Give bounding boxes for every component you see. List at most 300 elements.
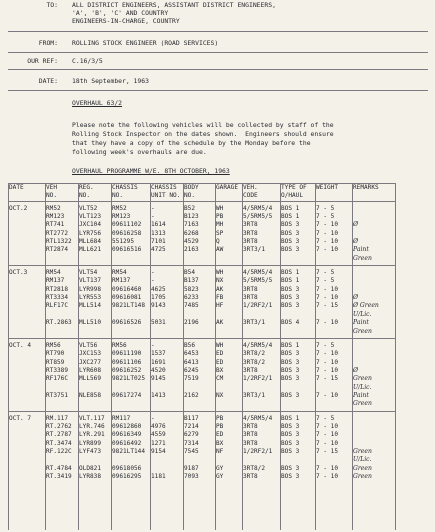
table-row xyxy=(8,255,395,263)
table-cell: Ø xyxy=(353,238,358,246)
table-cell xyxy=(352,440,395,448)
table-cell: RM137 xyxy=(112,277,131,285)
table-cell: 2162 xyxy=(184,391,199,399)
column-rule xyxy=(111,183,112,530)
table-cell: MLL621 xyxy=(79,246,102,254)
table-row xyxy=(8,400,395,408)
table-cell: - xyxy=(151,213,155,221)
table-row xyxy=(8,286,395,294)
table-cell: BOS 3 xyxy=(281,366,300,374)
table-cell: FB xyxy=(216,294,224,302)
table-cell xyxy=(280,456,315,464)
table-cell: 5/5RM5/5 xyxy=(243,213,273,221)
table-cell: VLT52 xyxy=(79,204,98,212)
table-cell: ED xyxy=(216,350,224,358)
date-cell xyxy=(8,328,45,336)
table-cell: 7 - 15 xyxy=(316,302,339,310)
table-cell xyxy=(78,456,111,464)
table-cell: BOS 3 xyxy=(281,285,300,293)
table-cell: 7 - 5 xyxy=(316,213,335,221)
table-cell: VLT123 xyxy=(79,213,102,221)
table-cell: VLT54 xyxy=(79,269,98,277)
table-cell: 09616252 xyxy=(112,366,142,374)
to-label: TO: xyxy=(46,1,58,9)
table-cell xyxy=(315,400,352,408)
table-cell: Paint xyxy=(353,391,369,399)
table-cell: WH xyxy=(216,341,224,349)
table-row xyxy=(8,213,395,221)
table-cell: LYR756 xyxy=(79,229,102,237)
date-cell xyxy=(8,319,45,327)
table-cell: 09616516 xyxy=(112,246,142,254)
table-cell: 09616295 xyxy=(112,473,142,480)
column-rule xyxy=(242,183,243,530)
table-cell: RT.2787 xyxy=(46,431,72,439)
table-cell: 6413 xyxy=(184,358,199,366)
table-cell: 7 - 15 xyxy=(316,375,339,383)
table-cell: RT790 xyxy=(46,350,65,358)
column-header xyxy=(315,192,352,200)
table-cell: 4520 xyxy=(151,366,166,374)
table-cell: 7 - 10 xyxy=(316,391,339,399)
table-cell xyxy=(111,384,150,392)
table-row xyxy=(8,342,395,350)
header-divider xyxy=(8,69,428,70)
table-cell: B117 xyxy=(184,414,199,422)
table-cell: 7 - 10 xyxy=(316,439,339,447)
table-cell: BOS 3 xyxy=(281,221,300,229)
table-cell: PB xyxy=(216,422,224,430)
table-cell: RT.4784 xyxy=(46,464,72,472)
table-cell: RF.122C xyxy=(46,447,72,455)
to-line-2: 'A', 'B', 'C' AND COUNTRY xyxy=(72,9,169,17)
table-cell: 1614 xyxy=(151,221,166,229)
table-cell: 4/5RM5/4 xyxy=(243,204,273,212)
table-cell: U/Lic. xyxy=(353,456,372,464)
table-cell: 09616349 xyxy=(112,431,142,439)
table-cell xyxy=(215,311,242,319)
table-cell xyxy=(215,384,242,392)
table-cell xyxy=(45,384,78,392)
table-cell: U/Lic. xyxy=(353,383,372,391)
table-cell: 1/2RF2/1 xyxy=(243,447,273,455)
table-cell: RF176C xyxy=(46,375,69,383)
date-cell xyxy=(8,448,45,456)
ref-value: C.16/3/5 xyxy=(72,57,103,65)
table-cell xyxy=(242,400,280,408)
table-cell: 3RT8 xyxy=(243,238,258,246)
header-divider xyxy=(8,31,428,32)
date-cell xyxy=(8,384,45,392)
table-cell: 7314 xyxy=(184,439,199,447)
table-row xyxy=(8,456,395,464)
subject: OVERHAUL 63/2 xyxy=(72,99,123,107)
programme-title: OVERHAUL PROGRAMME W/E. 8TH OCTOBER, 1963 xyxy=(72,167,230,175)
column-header: REG. xyxy=(79,184,94,191)
table-cell: Paint xyxy=(353,319,369,327)
table-header-row xyxy=(8,192,395,200)
row-rule xyxy=(8,265,395,266)
table-cell xyxy=(150,465,183,473)
table-cell: RM123 xyxy=(112,213,131,221)
table-cell: RTL1322 xyxy=(46,238,72,246)
date-cell xyxy=(8,375,45,383)
table-row xyxy=(8,205,395,213)
date-cell xyxy=(8,294,45,302)
table-cell: RM52 xyxy=(46,204,61,212)
table-row xyxy=(8,375,395,383)
table-cell: PB xyxy=(216,414,224,422)
table-cell xyxy=(150,384,183,392)
table-cell: B56 xyxy=(184,341,196,349)
table-cell: MLL510 xyxy=(79,319,102,327)
table-cell: 09616460 xyxy=(112,285,142,293)
table-cell xyxy=(242,311,280,319)
table-cell: 3RT8 xyxy=(243,366,258,374)
table-cell: 3RT8 xyxy=(243,285,258,293)
table-cell: NX xyxy=(216,391,224,399)
table-cell xyxy=(45,400,78,408)
table-cell: BOS 3 xyxy=(281,229,300,237)
date-cell xyxy=(8,400,45,408)
table-row xyxy=(8,311,395,319)
table-cell: RT.2762 xyxy=(46,422,72,430)
table-cell: 1705 xyxy=(151,294,166,302)
table-cell: RT741 xyxy=(46,221,65,229)
table-cell: 6268 xyxy=(184,229,199,237)
table-cell: 4529 xyxy=(184,238,199,246)
table-cell: HF xyxy=(216,302,224,310)
column-header xyxy=(352,192,395,200)
table-cell xyxy=(45,311,78,319)
table-cell: 7101 xyxy=(151,238,166,246)
column-header: NO. xyxy=(184,192,196,200)
table-cell xyxy=(352,277,395,285)
table-header-row xyxy=(8,183,395,192)
table-cell: 09618056 xyxy=(112,464,142,472)
table-cell: 4/5RM5/4 xyxy=(243,341,273,349)
table-cell xyxy=(352,359,395,367)
table-cell: Green xyxy=(353,447,372,455)
table-cell: LYR998 xyxy=(79,285,102,293)
from-value: ROLLING STOCK ENGINEER (ROAD SERVICES) xyxy=(72,39,219,47)
table-cell: 7 - 10 xyxy=(316,350,339,358)
table-cell: LYR899 xyxy=(79,439,102,447)
table-cell: 7 - 5 xyxy=(316,204,335,212)
table-cell: BOS 3 xyxy=(281,473,300,480)
table-cell: RT2818 xyxy=(46,285,69,293)
table-cell xyxy=(150,255,183,263)
table-row xyxy=(8,277,395,285)
table-cell: BX xyxy=(216,366,224,374)
table-cell: LYR553 xyxy=(79,294,102,302)
table-cell xyxy=(183,384,215,392)
table-cell: BOS 3 xyxy=(281,358,300,366)
table-cell xyxy=(78,311,111,319)
column-rule xyxy=(78,183,79,530)
date-cell xyxy=(8,431,45,439)
table-cell: NX xyxy=(216,277,224,285)
table-cell: 7 - 5 xyxy=(316,341,335,349)
table-cell: RT2874 xyxy=(46,246,69,254)
table-cell: JXC277 xyxy=(79,358,102,366)
table-cell: BOS 3 xyxy=(281,439,300,447)
table-cell: VLT137 xyxy=(79,277,102,285)
date-cell xyxy=(8,246,45,254)
table-cell: 9187 xyxy=(184,464,199,472)
column-header: BODY xyxy=(184,184,199,191)
table-cell: 7 - 10 xyxy=(316,285,339,293)
table-cell: 4625 xyxy=(151,285,166,293)
table-cell: SP xyxy=(216,229,224,237)
table-cell: 9821LT144 xyxy=(112,447,146,455)
table-cell xyxy=(215,328,242,336)
date-cell xyxy=(8,230,45,238)
table-cell: MH xyxy=(216,221,224,229)
table-cell xyxy=(315,456,352,464)
table-cell: 7163 xyxy=(184,221,199,229)
date-cell: OCT.3 xyxy=(9,269,28,277)
table-row xyxy=(8,230,395,238)
table-cell: BOS 1 xyxy=(281,204,300,212)
table-cell xyxy=(150,311,183,319)
table-cell xyxy=(78,400,111,408)
table-cell: 7 - 10 xyxy=(316,319,339,327)
table-cell: 4/5RM5/4 xyxy=(243,414,273,422)
table-cell: LYR.291 xyxy=(79,431,105,439)
table-cell xyxy=(280,400,315,408)
column-rule xyxy=(395,183,396,530)
table-row xyxy=(8,448,395,456)
table-cell: Ø Green xyxy=(353,302,379,310)
table-cell: 7 - 10 xyxy=(316,431,339,439)
table-cell: - xyxy=(151,204,155,212)
table-cell: 09611102 xyxy=(112,221,142,229)
table-cell: BOS 1 xyxy=(281,341,300,349)
table-cell: B137 xyxy=(184,277,199,285)
table-cell: JXC104 xyxy=(79,221,102,229)
table-cell: 4976 xyxy=(151,422,166,430)
table-cell xyxy=(215,255,242,263)
table-cell: 09617274 xyxy=(112,391,142,399)
table-cell: 3RT8 xyxy=(243,431,258,439)
table-cell: ED xyxy=(216,358,224,366)
date-cell xyxy=(8,311,45,319)
table-cell: 3RT8/2 xyxy=(243,358,266,366)
row-rule xyxy=(8,201,395,202)
to-line-3: ENGINEERS-IN-CHARGE, COUNTRY xyxy=(72,17,180,25)
column-header: GARAGE xyxy=(216,184,239,191)
table-cell: AW xyxy=(216,246,224,254)
table-cell: 3RT8 xyxy=(243,294,258,302)
paragraph-line-3: that they have a copy of the schedule by the Monday before the xyxy=(72,139,311,147)
table-cell: 7 - 15 xyxy=(316,447,339,455)
table-cell: 7 - 10 xyxy=(316,229,339,237)
ref-label: OUR REF: xyxy=(27,57,58,65)
date-cell xyxy=(8,473,45,481)
date-cell: OCT.2 xyxy=(9,204,28,212)
table-cell: 7 - 10 xyxy=(316,294,339,302)
table-cell: 1/2RF2/1 xyxy=(243,375,273,383)
table-cell xyxy=(78,328,111,336)
table-cell: RM123 xyxy=(46,213,65,221)
date-cell xyxy=(8,456,45,464)
table-cell: 3RT8 xyxy=(243,422,258,430)
table-cell xyxy=(315,384,352,392)
table-cell: RM117 xyxy=(112,414,131,422)
table-cell: 7 - 5 xyxy=(316,269,335,277)
table-row xyxy=(8,319,395,327)
table-cell: BOS 1 xyxy=(281,414,300,422)
table-cell xyxy=(352,431,395,439)
column-rule xyxy=(150,183,151,530)
table-cell xyxy=(183,255,215,263)
table-cell: 2163 xyxy=(184,246,199,254)
paragraph-line-2: Rolling Stock Inspector on the dates shown. Engineers should ensure xyxy=(72,130,334,138)
column-header xyxy=(215,192,242,200)
table-row xyxy=(8,423,395,431)
from-label: FROM: xyxy=(38,39,58,47)
date-cell xyxy=(8,302,45,310)
table-cell: Green xyxy=(353,327,372,335)
table-row xyxy=(8,367,395,375)
table-cell: BOS 3 xyxy=(281,294,300,302)
table-cell: 1313 xyxy=(151,229,166,237)
table-row xyxy=(8,328,395,336)
table-cell xyxy=(280,311,315,319)
table-cell: 09611190 xyxy=(112,350,142,358)
date-cell xyxy=(8,392,45,400)
table-cell xyxy=(78,384,111,392)
date-cell xyxy=(8,286,45,294)
table-cell xyxy=(242,384,280,392)
table-cell: MLL514 xyxy=(79,302,102,310)
column-header: WEIGHT xyxy=(316,184,339,191)
table-cell: - xyxy=(151,269,155,277)
date-cell xyxy=(8,423,45,431)
table-cell: 1537 xyxy=(151,350,166,358)
column-header: DATE xyxy=(9,184,24,191)
column-rule xyxy=(183,183,184,530)
table-cell xyxy=(183,328,215,336)
table-cell: Green xyxy=(353,254,372,262)
column-rule xyxy=(315,183,316,530)
date-cell xyxy=(8,255,45,263)
table-cell: JXC153 xyxy=(79,350,102,358)
table-cell: NLE858 xyxy=(79,391,102,399)
table-cell: Ø xyxy=(353,294,358,302)
table-row xyxy=(8,238,395,246)
table-cell: BOS 3 xyxy=(281,246,300,254)
table-cell: 551295 xyxy=(112,238,135,246)
table-cell: RLF17C xyxy=(46,302,69,310)
table-cell xyxy=(352,269,395,277)
table-cell: BOS 3 xyxy=(281,375,300,383)
table-cell: 3RT8 xyxy=(243,439,258,447)
table-row xyxy=(8,359,395,367)
row-rule xyxy=(8,338,395,339)
column-header: UNIT NO. xyxy=(151,192,181,200)
table-cell: AK xyxy=(216,319,224,327)
table-cell: AK xyxy=(216,285,224,293)
table-cell: BOS 3 xyxy=(281,302,300,310)
table-cell: 7 - 10 xyxy=(316,238,339,246)
column-header xyxy=(8,192,45,200)
column-rule xyxy=(280,183,281,530)
paragraph-line-4: following week's overhauls are due. xyxy=(72,148,207,156)
table-cell xyxy=(111,456,150,464)
table-cell: 09616492 xyxy=(112,439,142,447)
table-cell: 3RT8/2 xyxy=(243,350,266,358)
table-cell: 5823 xyxy=(184,285,199,293)
table-cell: ED xyxy=(216,431,224,439)
table-cell xyxy=(352,423,395,431)
column-rule xyxy=(215,183,216,530)
table-cell: 7 - 10 xyxy=(316,358,339,366)
column-header: REMARKS xyxy=(353,184,379,191)
table-cell: RT.3474 xyxy=(46,439,72,447)
paragraph-line-1: Please note the following vehicles will be collected by staff of the xyxy=(72,121,334,129)
table-cell: 6245 xyxy=(184,366,199,374)
table-cell: Ø xyxy=(353,221,358,229)
table-cell: 3RT8 xyxy=(243,229,258,237)
table-cell xyxy=(215,400,242,408)
table-cell xyxy=(352,213,395,221)
table-cell: - xyxy=(151,277,155,285)
table-cell xyxy=(45,328,78,336)
table-cell xyxy=(280,384,315,392)
table-cell: 9821LT025 xyxy=(112,375,146,383)
table-cell xyxy=(242,328,280,336)
table-row xyxy=(8,384,395,392)
date-value: 18th September, 1963 xyxy=(72,77,149,85)
table-cell xyxy=(215,456,242,464)
table-cell: RT.3419 xyxy=(46,473,72,480)
table-cell xyxy=(150,400,183,408)
table-cell: 7214 xyxy=(184,422,199,430)
date-cell xyxy=(8,367,45,375)
column-header: CODE xyxy=(243,192,258,200)
table-row xyxy=(8,269,395,277)
table-cell: LYR.746 xyxy=(79,422,105,430)
column-header: NO. xyxy=(112,192,124,200)
header-divider xyxy=(8,90,428,91)
table-cell: BOS 1 xyxy=(281,213,300,221)
date-cell xyxy=(8,238,45,246)
table-cell: Green xyxy=(353,375,372,383)
table-cell: BOS 3 xyxy=(281,464,300,472)
table-cell: 5/5RM5/5 xyxy=(243,277,273,285)
table-cell: 4/5RM5/4 xyxy=(243,269,273,277)
table-cell: Green xyxy=(353,464,372,472)
table-cell: RT2772 xyxy=(46,229,69,237)
column-header: VEH. xyxy=(243,184,258,191)
table-cell: MLL569 xyxy=(79,375,102,383)
column-rule xyxy=(8,183,9,530)
table-cell: 6453 xyxy=(184,350,199,358)
table-cell xyxy=(242,456,280,464)
table-cell xyxy=(352,415,395,423)
table-cell: 9821LT148 xyxy=(112,302,146,310)
table-row xyxy=(8,473,395,481)
table-cell: 7 - 10 xyxy=(316,366,339,374)
row-rule xyxy=(8,183,395,184)
column-rule xyxy=(352,183,353,530)
table-row xyxy=(8,465,395,473)
table-cell: BOS 3 xyxy=(281,391,300,399)
table-cell: MLL684 xyxy=(79,238,102,246)
table-cell: 09616526 xyxy=(112,319,142,327)
